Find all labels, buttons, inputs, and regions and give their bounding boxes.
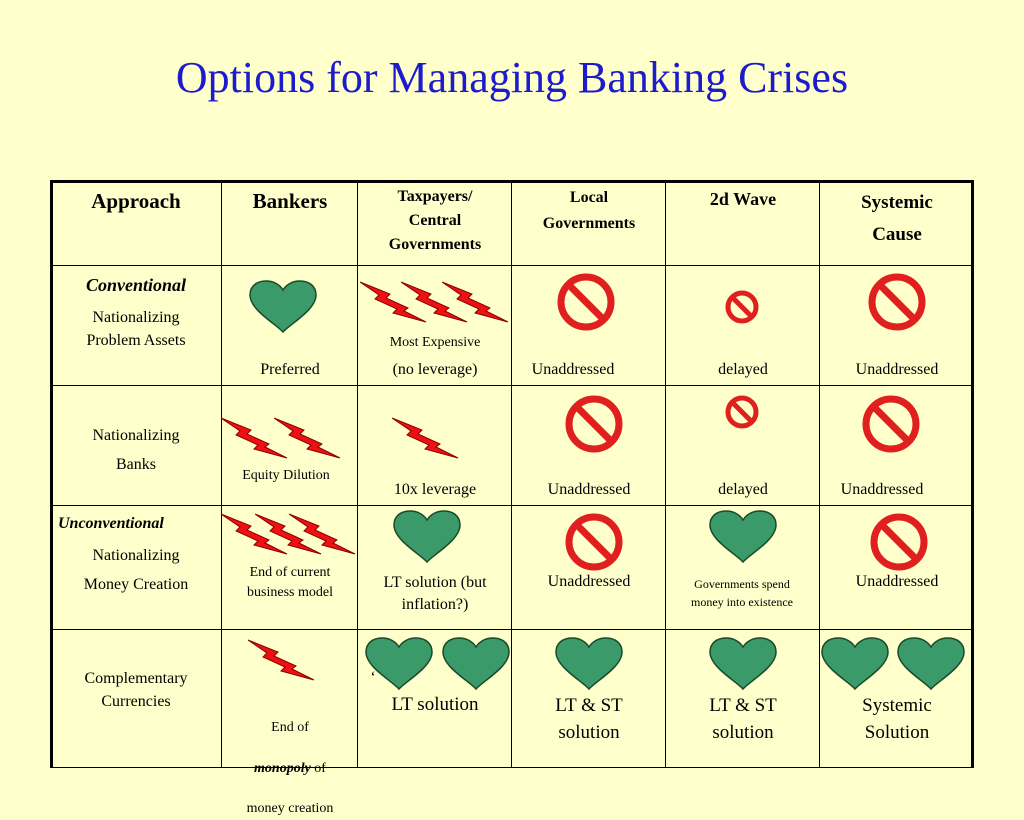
no-sign-icon-small [724, 289, 760, 325]
no-sign-icon [861, 394, 921, 454]
row-3-local-gov-label: Unaddressed [547, 573, 631, 590]
row-3-taxpayers-cell [358, 506, 512, 630]
row-1-systemic-cell [820, 266, 974, 386]
row-4-taxpayers-label: LT solution [391, 694, 479, 715]
table-border-right [971, 180, 974, 768]
heart-icon [896, 637, 966, 691]
row-4-2d-wave-label: LT & ST solution [709, 695, 777, 743]
no-sign-icon [869, 512, 929, 572]
row-1-systemic-label: Unaddressed [855, 361, 939, 378]
table-border-top [50, 180, 974, 183]
row-4-systemic-cell [820, 630, 974, 768]
row-2-taxpayers-label: 10x leverage [393, 481, 477, 498]
row-4-bankers-cell [222, 630, 358, 817]
header-bankers-cell [222, 180, 358, 266]
row-2-taxpayers-cell [358, 386, 512, 506]
lightning-icon [248, 638, 316, 682]
header-systemic-cell [820, 180, 974, 266]
row-1-bankers-label: Preferred [260, 361, 320, 378]
row-4-2d-wave-cell [666, 630, 820, 768]
heart-icon [708, 637, 778, 691]
heart-icon [708, 510, 778, 564]
row-1-2d-wave-label: delayed [718, 361, 768, 378]
no-sign-icon [867, 272, 927, 332]
lightning-icon [274, 416, 342, 460]
header-taxpayers-cell [358, 180, 512, 266]
row-2-local-gov-cell [512, 386, 666, 506]
row-1-2d-wave-cell [666, 266, 820, 386]
lightning-icon [442, 280, 510, 324]
row-2-bankers-cell [222, 386, 358, 506]
row-4-local-gov-label: LT & ST solution [555, 695, 623, 743]
row-3-2d-wave-cell [666, 506, 820, 630]
row-4-bankers-label-monopoly: monopoly [254, 760, 311, 776]
row-4-systemic-label: Systemic Solution [862, 695, 932, 743]
row-4-bankers-label [222, 698, 358, 820]
header-approach-cell [50, 180, 222, 266]
row-1-approach: Nationalizing Problem Assets [86, 309, 186, 350]
row-1-local-gov-cell [512, 266, 666, 386]
row-2-bankers-label: Equity Dilution [242, 468, 330, 483]
slide-title: Options for Managing Banking Crises [175, 53, 849, 102]
row-1-approach-cell [50, 266, 222, 386]
row-3-systemic-cell [820, 506, 974, 630]
row-4-taxpayers-mark: ‘ [370, 669, 376, 686]
lightning-icon [289, 512, 357, 556]
header-bankers: Bankers [252, 189, 328, 213]
row-4-approach-cell [50, 630, 222, 768]
row-1-bankers-cell [222, 266, 358, 386]
row-3-systemic-label: Unaddressed [855, 573, 939, 590]
row-3-bankers-cell [222, 506, 358, 630]
row-3-heading: Unconventional [58, 515, 164, 532]
header-2d-wave-cell [666, 180, 820, 266]
row-4-taxpayers-cell [358, 630, 512, 768]
no-sign-icon [564, 394, 624, 454]
table-border-left [50, 180, 53, 768]
options-table [50, 180, 974, 817]
row-3-2d-wave-label: Governments spend money into existence [691, 577, 793, 609]
row-4-bankers-label-line1: End of [271, 720, 309, 736]
no-sign-icon [556, 272, 616, 332]
heart-icon [392, 510, 462, 564]
heart-icon [248, 280, 318, 334]
row-3-taxpayers-label: LT solution (but inflation?) [383, 574, 487, 614]
header-systemic: Systemic Cause [861, 192, 933, 246]
row-2-systemic-label: Unaddressed [840, 481, 924, 498]
row-2-2d-wave-label: delayed [718, 481, 768, 498]
row-2-approach-cell [50, 386, 222, 506]
row-2-2d-wave-cell [666, 386, 820, 506]
heart-icon [554, 637, 624, 691]
row-4-local-gov-cell [512, 630, 666, 768]
row-1-taxpayers-note: Most Expensive [389, 335, 481, 350]
row-2-approach: Nationalizing Banks [92, 427, 180, 473]
row-3-approach: Nationalizing Money Creation [83, 547, 189, 593]
row-4-bankers-label-line3: money creation [246, 801, 334, 817]
header-local-gov: Local Governments [542, 189, 636, 232]
row-3-approach-cell [50, 506, 222, 630]
row-1-local-gov-label: Unaddressed [531, 361, 615, 378]
header-2d-wave: 2d Wave [709, 189, 777, 209]
no-sign-icon-small [724, 394, 760, 430]
row-2-systemic-cell [820, 386, 974, 506]
row-3-bankers-label: End of current business model [247, 565, 333, 600]
lightning-icon [392, 416, 460, 460]
row-3-local-gov-cell [512, 506, 666, 630]
row-1-heading: Conventional [85, 275, 187, 295]
row-1-taxpayers-label: (no leverage) [392, 361, 478, 378]
heart-icon [820, 637, 890, 691]
header-taxpayers: Taxpayers/ Central Governments [388, 188, 482, 253]
row-2-local-gov-label: Unaddressed [547, 481, 631, 498]
no-sign-icon [564, 512, 624, 572]
header-local-gov-cell [512, 180, 666, 266]
header-approach: Approach [91, 189, 181, 213]
row-4-approach: Complementary Currencies [84, 670, 188, 711]
heart-icon [441, 637, 511, 691]
row-4-bankers-label-of: of [310, 760, 326, 776]
row-1-taxpayers-cell [358, 266, 512, 386]
